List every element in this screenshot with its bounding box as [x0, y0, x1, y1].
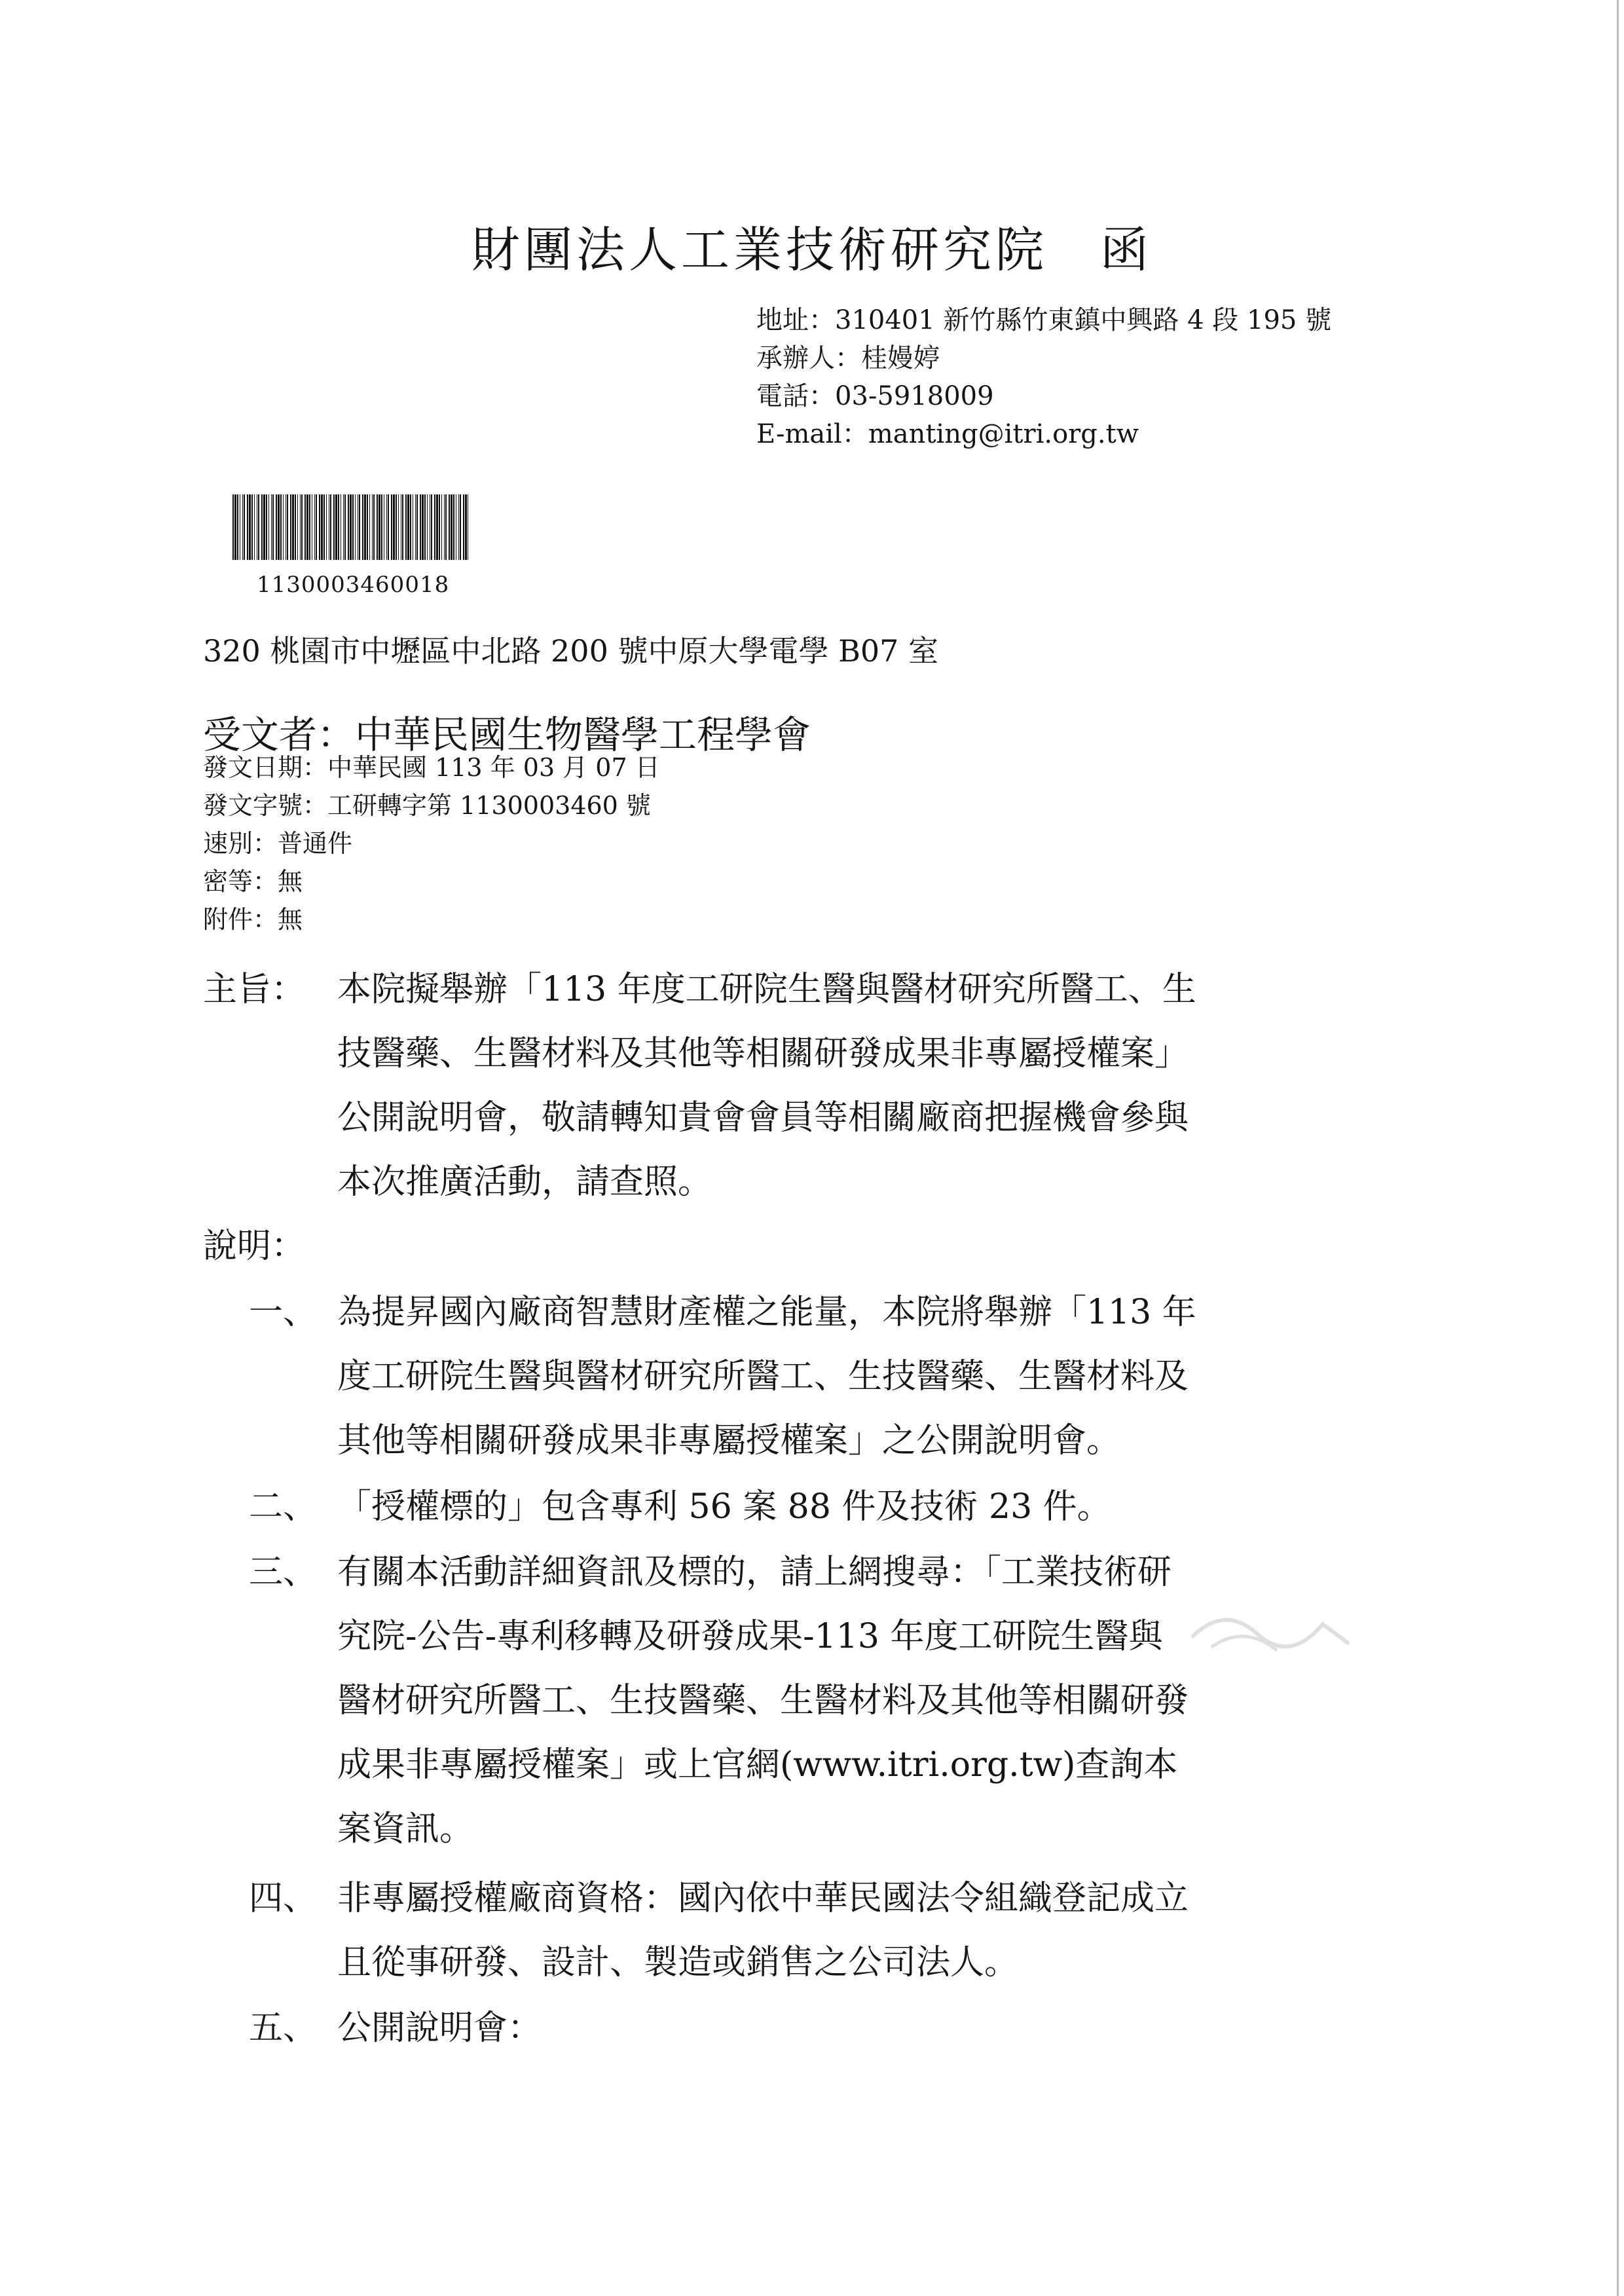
item-number: 四、 — [249, 1879, 318, 1918]
sender-contact-person: 承辦人：桂嫚婷 — [756, 343, 940, 373]
item-text — [337, 1475, 1418, 1539]
item-line: 為提昇國內廠商智慧財產權之能量，本院將舉辦「113 年 — [337, 1293, 1196, 1332]
sender-info-block — [756, 301, 1331, 453]
faint-seal-mark — [1185, 1598, 1356, 1657]
item-line: 醫材研究所醫工、生技醫藥、生醫材料及其他等相關研發 — [337, 1681, 1189, 1720]
item-number: 一、 — [249, 1293, 318, 1332]
item-line: 且從事研發、設計、製造或銷售之公司法人。 — [337, 1943, 1019, 1982]
item-line: 度工研院生醫與醫材研究所醫工、生技醫藥、生醫材料及 — [337, 1357, 1189, 1396]
secrecy-level: 密等：無 — [203, 867, 303, 896]
item-number: 二、 — [249, 1487, 318, 1527]
item-line: 非專屬授權廠商資格：國內依中華民國法令組織登記成立 — [337, 1879, 1189, 1918]
item-line: 案資訊。 — [337, 1809, 474, 1849]
item-line: 「授權標的」包含專利 56 案 88 件及技術 23 件。 — [337, 1487, 1111, 1527]
subject-line: 技醫藥、生醫材料及其他等相關研發成果非專屬授權案」 — [337, 1034, 1189, 1073]
item-text — [337, 1996, 1418, 2060]
item-line: 其他等相關研發成果非專屬授權案」之公開說明會。 — [337, 1421, 1121, 1460]
item-line: 有關本活動詳細資訊及標的，請上網搜尋：「工業技術研 — [337, 1553, 1172, 1592]
recipient-line: 受文者：中華民國生物醫學工程學會 — [203, 713, 811, 757]
attachment-info: 附件：無 — [203, 905, 303, 934]
subject-line: 公開說明會，敬請轉知貴會會員等相關廠商把握機會參與 — [337, 1098, 1189, 1138]
addressee-address: 320 桃園市中壢區中北路 200 號中原大學電學 B07 室 — [203, 633, 939, 669]
barcode-number: 1130003460018 — [257, 572, 450, 598]
sender-phone: 電話：03-5918009 — [756, 381, 994, 411]
document-meta-block — [203, 749, 660, 938]
barcode-image — [232, 494, 468, 560]
item-line: 成果非專屬授權案」或上官網(www.itri.org.tw)查詢本 — [337, 1745, 1178, 1785]
item-number: 五、 — [249, 2009, 318, 2048]
document-title: 財團法人工業技術研究院 函 — [471, 222, 1153, 278]
issue-date: 發文日期：中華民國 113 年 03 月 07 日 — [203, 753, 660, 782]
delivery-speed: 速別：普通件 — [203, 829, 353, 858]
document-number: 發文字號：工研轉字第 1130003460 號 — [203, 791, 651, 820]
sender-email: E-mail：manting@itri.org.tw — [756, 419, 1139, 449]
item-text — [337, 1280, 1418, 1473]
item-line: 公開說明會： — [337, 2009, 542, 2048]
subject-label: 主旨： — [203, 970, 306, 1009]
item-text — [337, 1866, 1418, 1995]
subject-text — [337, 957, 1418, 1214]
item-number: 三、 — [249, 1553, 318, 1592]
subject-line: 本次推廣活動，請查照。 — [337, 1162, 712, 1202]
item-text — [337, 1540, 1418, 1861]
item-line: 究院-公告-專利移轉及研發成果-113 年度工研院生醫與 — [337, 1617, 1163, 1656]
scan-edge-line — [1617, 0, 1619, 2296]
sender-address: 地址：310401 新竹縣竹東鎮中興路 4 段 195 號 — [756, 305, 1332, 335]
subject-line: 本院擬舉辦「113 年度工研院生醫與醫材研究所醫工、生 — [337, 970, 1196, 1009]
explanation-label: 說明： — [203, 1227, 306, 1266]
